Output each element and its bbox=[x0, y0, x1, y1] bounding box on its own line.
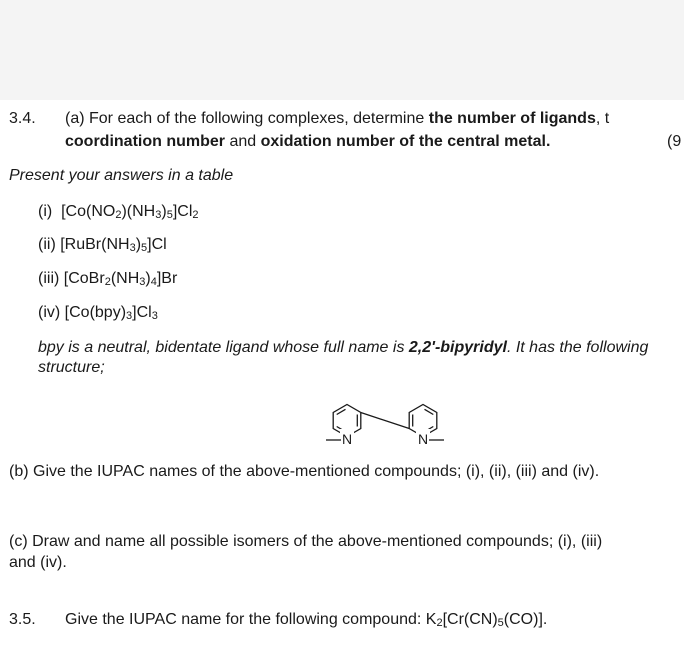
top-blank-band bbox=[0, 0, 684, 100]
part-c-line-1: (c) Draw and name all possible isomers of the above-mentioned compounds; (i), (iii) bbox=[9, 533, 603, 550]
question-number-3-4: 3.4. bbox=[9, 110, 36, 127]
complex-item-iii: (iii) $[CoBr_2(NH_3)_4]Br$ bbox=[38, 270, 178, 288]
nitrogen-label-right: N bbox=[417, 431, 429, 447]
complex-item-ii: (ii) $[RuBr(NH_3)_5]Cl$ bbox=[38, 236, 167, 254]
question-number-3-5: 3.5. bbox=[9, 611, 36, 628]
complex-item-i: (i) $[Co(NO_2)(NH_3)_5]Cl_2$ bbox=[38, 203, 199, 221]
bpy-note-line-1: bpy is a neutral, bidentate ligand whose full name is 2,2'-bipyridyl. It has the following bbox=[38, 339, 649, 356]
complex-item-iv: (iv) $[Co(bpy)_3]Cl_3$ bbox=[38, 304, 158, 322]
part-a-line-2: coordination number and oxidation number of the central metal. bbox=[65, 133, 551, 150]
part-b-text: (b) Give the IUPAC names of the above-mentioned compounds; (i), (ii), (iii) and (iv). bbox=[9, 463, 600, 480]
bpy-note-line-2: structure; bbox=[38, 359, 105, 376]
question-3-5-text: Give the IUPAC name for the following compound: $K_2[Cr(CN)_5(CO)]$. bbox=[65, 611, 548, 629]
part-a-line-1: (a) For each of the following complexes, determine the number of ligands, t bbox=[65, 110, 610, 127]
bipyridyl-structure bbox=[314, 386, 444, 450]
marks-label: (9 bbox=[667, 133, 682, 150]
part-c-line-2: and (iv). bbox=[9, 554, 67, 571]
nitrogen-label-left: N bbox=[341, 431, 353, 447]
present-instruction: Present your answers in a table bbox=[9, 167, 234, 184]
